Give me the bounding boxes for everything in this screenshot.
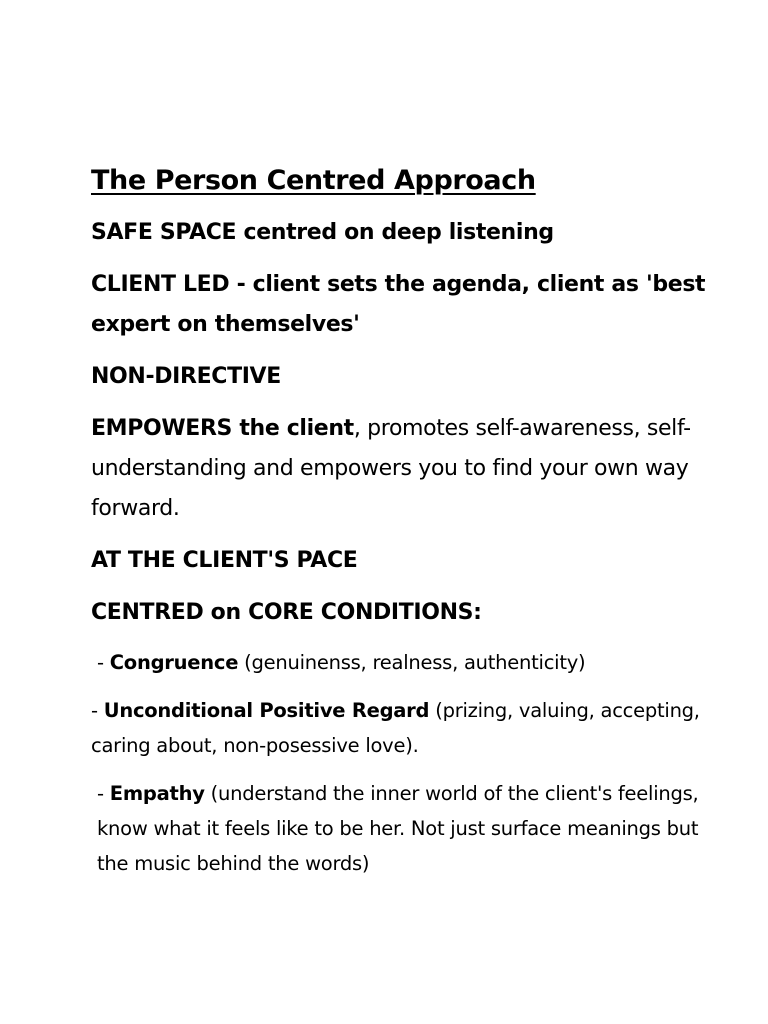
upr-dash: - <box>91 699 104 722</box>
safe-space-paragraph <box>91 213 731 253</box>
client-led-text: CLIENT LED - client sets the agenda, client as 'best expert on themselves' <box>91 272 706 337</box>
upr-item <box>91 693 731 763</box>
empowers-bold: EMPOWERS the client <box>91 416 354 441</box>
congruence-term: Congruence <box>109 651 239 674</box>
non-directive-paragraph <box>91 357 731 397</box>
non-directive-text: NON-DIRECTIVE <box>91 364 281 389</box>
core-conditions-heading <box>91 593 731 633</box>
document-page <box>91 163 731 881</box>
empowers-paragraph <box>91 409 731 529</box>
pace-text: AT THE CLIENT'S PACE <box>91 548 358 573</box>
congruence-dash: - <box>97 651 110 674</box>
empathy-item <box>91 776 731 881</box>
safe-space-text: SAFE SPACE centred on deep listening <box>91 220 554 245</box>
empathy-dash: - <box>97 782 110 805</box>
empathy-term: Empathy <box>109 782 205 805</box>
upr-term: Unconditional Positive Regard <box>103 699 430 722</box>
congruence-item <box>91 645 731 680</box>
client-led-paragraph <box>91 265 731 345</box>
empowers-text: , promotes self-awareness, self-understanding and empowers you to find your own way forward. <box>91 416 691 521</box>
pace-paragraph <box>91 541 731 581</box>
core-conditions-text: CENTRED on CORE CONDITIONS: <box>91 600 482 625</box>
document-title: The Person Centred Approach <box>91 165 536 196</box>
empathy-description: (understand the inner world of the client's feelings, know what it feels like to be her. Not just surface meanings but the music behind the words) <box>97 782 699 875</box>
congruence-description: (genuinenss, realness, authenticity) <box>238 651 586 674</box>
upr-description: (prizing, valuing, accepting, caring about, non-posessive love). <box>91 699 700 757</box>
